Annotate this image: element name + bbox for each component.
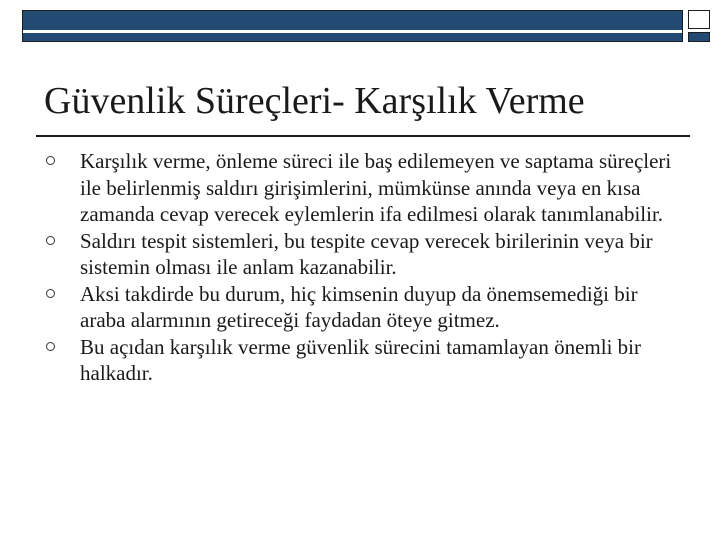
header-corner-box-lower [688, 32, 710, 42]
slide-title: Güvenlik Süreçleri- Karşılık Verme [44, 80, 585, 122]
header-decoration [22, 10, 710, 42]
hollow-circle-bullet-icon [46, 236, 55, 245]
bullet-text: Bu açıdan karşılık verme güvenlik sürecini tamamlayan önemli bir halkadır. [80, 334, 642, 385]
bullet-text: Aksi takdirde bu durum, hiç kimsenin duyup da önemsemediği bir araba alarmının getireceği faydadan öteye gitmez. [80, 281, 638, 332]
bullet-text: Saldırı tespit sistemleri, bu tespite cevap verecek birilerinin veya bir sistemin olması ile anlam kazanabilir. [80, 228, 653, 279]
bullet-item [44, 281, 684, 334]
title-divider [36, 135, 690, 137]
header-corner-box-upper [688, 10, 710, 29]
hollow-circle-bullet-icon [46, 342, 55, 351]
bullet-item [44, 228, 684, 281]
bullet-list [44, 148, 684, 387]
bullet-item [44, 148, 684, 228]
bullet-text: Karşılık verme, önleme süreci ile baş edilemeyen ve saptama süreçleri ile belirlenmiş saldırı girişimlerini, mümkünse anında veya en kısa zamanda cevap verecek eylemlerin ifa edilmesi olarak tanımlanabilir. [80, 149, 672, 226]
hollow-circle-bullet-icon [46, 289, 55, 298]
bullet-item [44, 334, 684, 387]
header-bar [22, 10, 683, 42]
header-bar-stripe [23, 30, 682, 33]
hollow-circle-bullet-icon [46, 156, 55, 165]
